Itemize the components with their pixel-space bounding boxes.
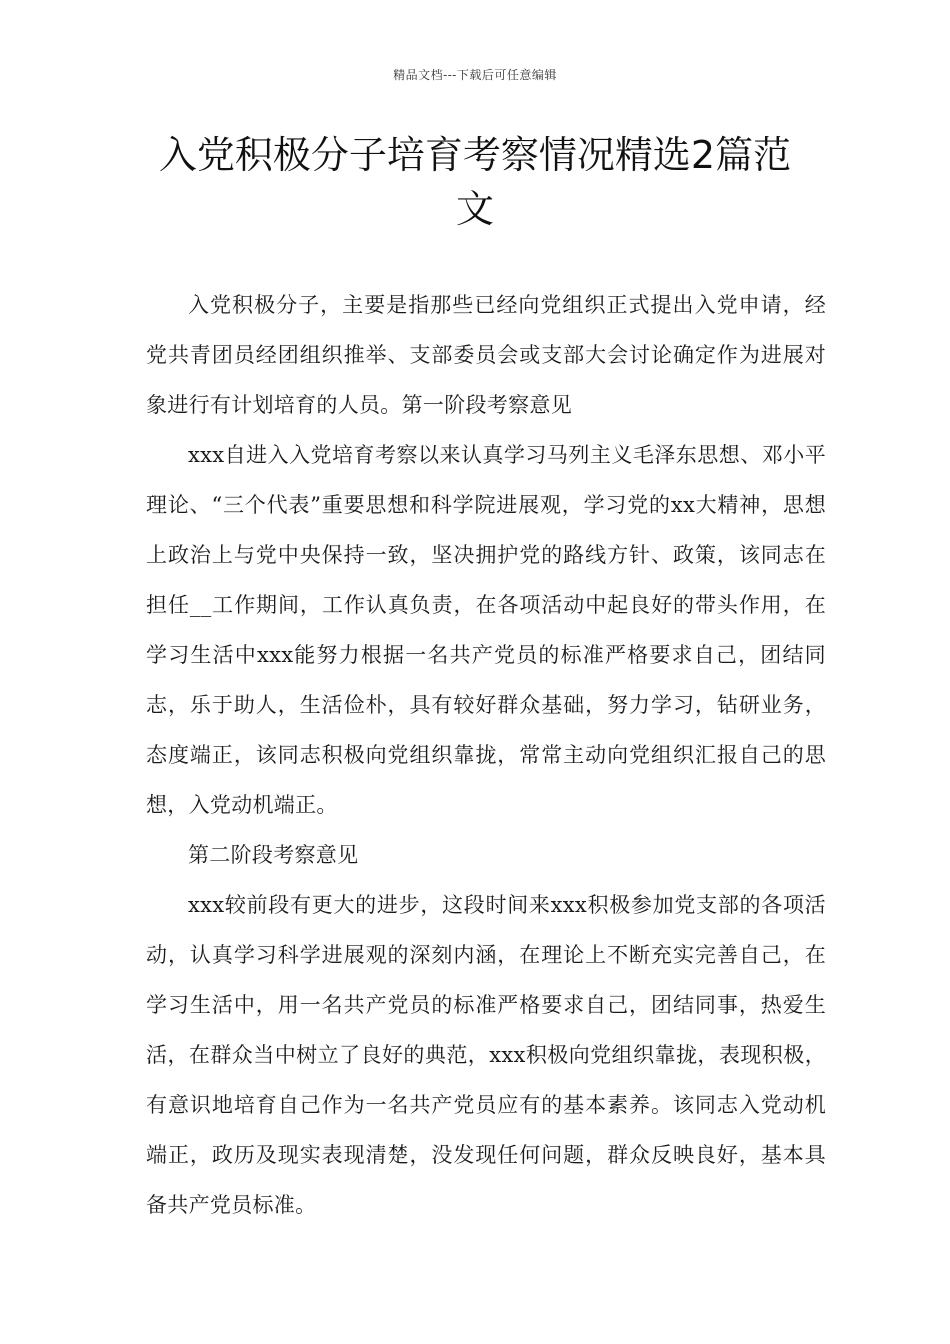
document-body <box>146 280 826 1230</box>
paragraph-stage-two: xxx较前段有更大的进步，这段时间来xxx积极参加党支部的各项活动，认真学习科学进展观的深刻内涵，在理论上不断充实完善自己，在学习生活中，用一名共产党员的标准严格要求自己，团结同事，热爱生活，在群众当中树立了良好的典范，xxx积极向党组织靠拢，表现积极，有意识地培育自己作为一名共产党员应有的基本素养。该同志入党动机端正，政历及现实表现清楚，没发现任何问题，群众反映良好，基本具备共产党员标准。 <box>146 893 826 1217</box>
paragraph-stage-one: xxx自进入入党培育考察以来认真学习马列主义毛泽东思想、邓小平理论、“三个代表”重要思想和科学院进展观，学习党的xx大精神，思想上政治上与党中央保持一致，坚决拥护党的路线方针、政策，该同志在担任__工作期间，工作认真负责，在各项活动中起良好的带头作用，在学习生活中xxx能努力根据一名共产党员的标准严格要求自己，团结同志，乐于助人，生活俭朴，具有较好群众基础，努力学习，钻研业务，态度端正，该同志积极向党组织靠拢，常常主动向党组织汇报自己的思想，入党动机端正。 <box>146 443 826 817</box>
header-note: 精品文档---下载后可任意编辑 <box>393 68 557 82</box>
document-title: 入党积极分子培育考察情况精选2篇范文 <box>158 133 792 231</box>
paragraph-intro: 入党积极分子，主要是指那些已经向党组织正式提出入党申请，经党共青团员经团组织推举、支部委员会或支部大会讨论确定作为进展对象进行有计划培育的人员。第一阶段考察意见 <box>146 293 826 417</box>
paragraph-stage-two-heading: 第二阶段考察意见 <box>188 843 359 867</box>
